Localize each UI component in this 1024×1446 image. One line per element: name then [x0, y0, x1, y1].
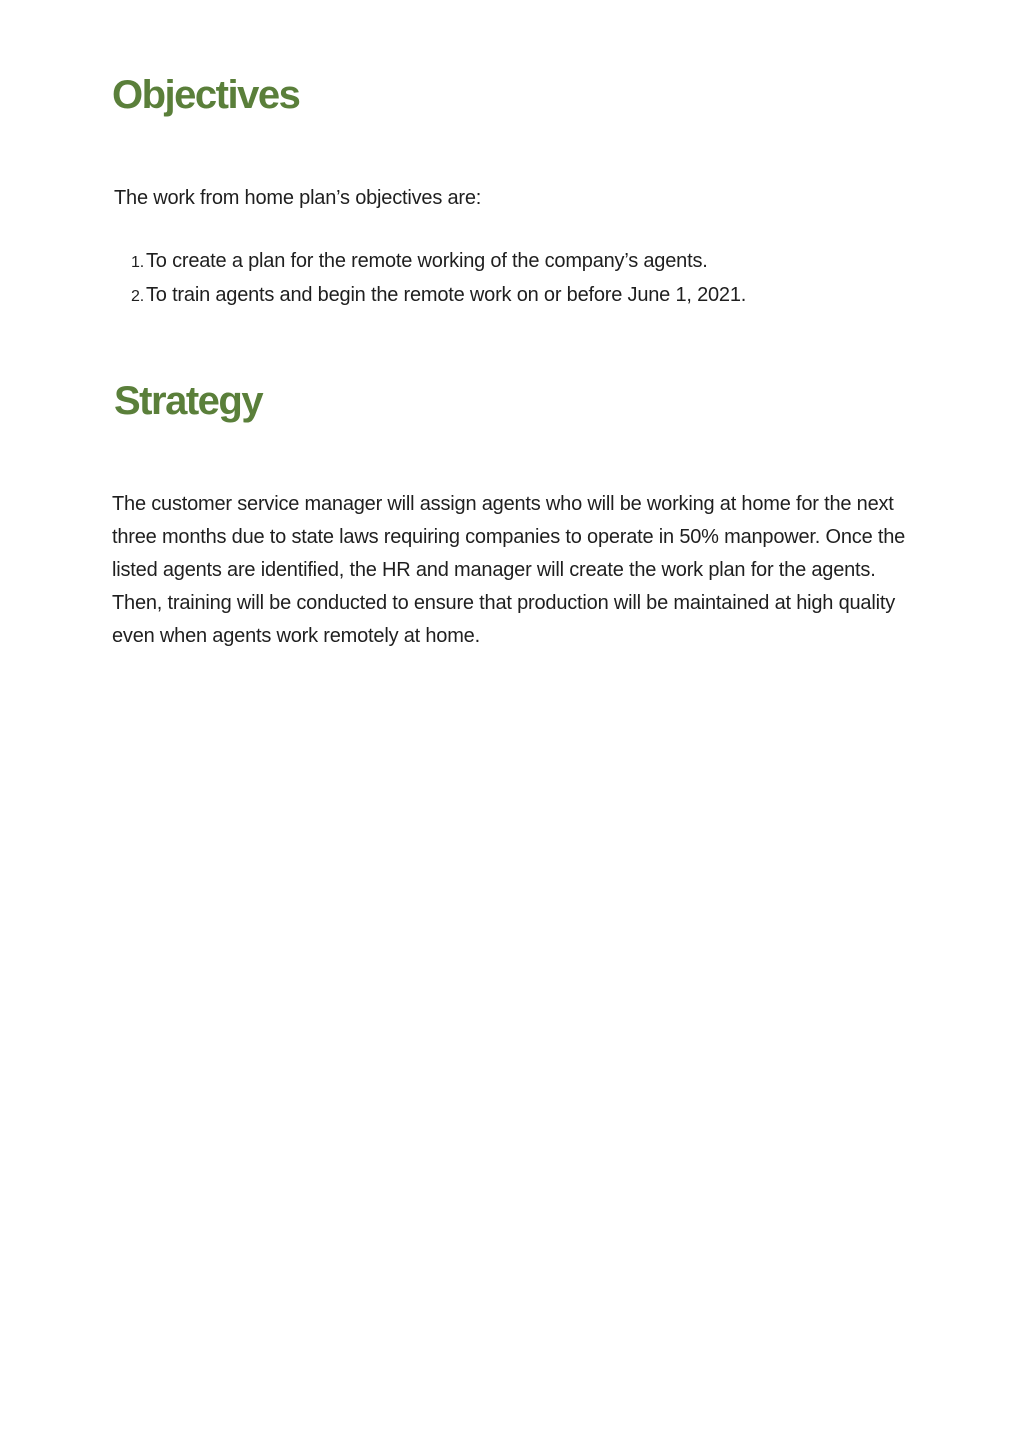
list-number: 2.	[131, 288, 144, 305]
objectives-list	[114, 245, 746, 313]
list-item-text: To train agents and begin the remote work on or before June 1, 2021.	[146, 284, 747, 306]
strategy-heading: Strategy	[114, 379, 263, 423]
list-number: 1.	[131, 254, 144, 271]
objectives-intro: The work from home plan’s objectives are:	[114, 187, 482, 209]
list-item	[114, 245, 746, 279]
list-item	[114, 279, 746, 313]
list-item-text: To create a plan for the remote working of the company’s agents.	[146, 250, 708, 272]
strategy-paragraph: The customer service manager will assign agents who will be working at home for the next three months due to state laws requiring companies to operate in 50% manpower. Once the listed agents are identified, the HR and manager will create the work plan for the agents. Then, training will be conducted to ensure that production will be maintained at high quality even when agents work remotely at home.	[112, 493, 906, 647]
objectives-heading: Objectives	[112, 73, 300, 117]
